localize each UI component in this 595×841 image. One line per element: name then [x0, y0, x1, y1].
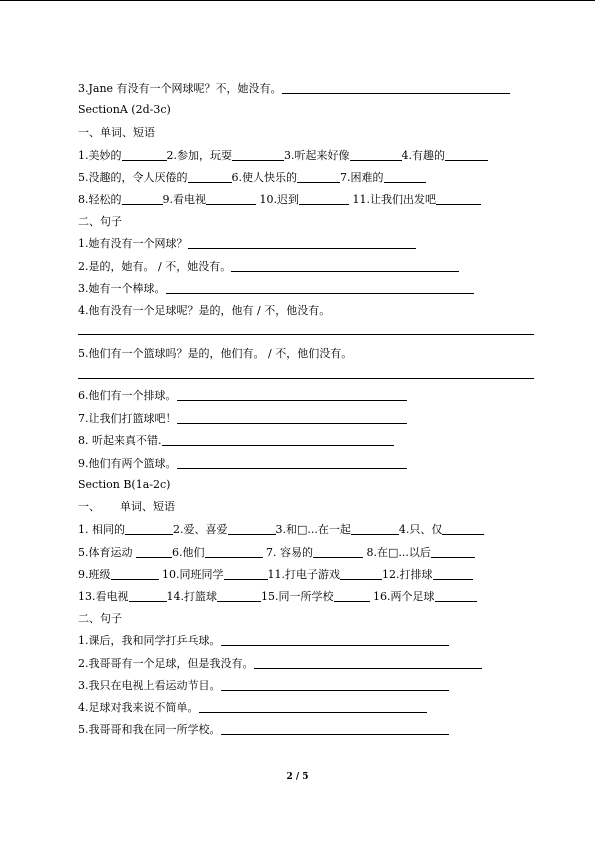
words-heading: 一、单词、短语	[78, 126, 155, 139]
page-number: 2 / 5	[286, 772, 309, 782]
answer-blank[interactable]	[282, 81, 510, 94]
sentence-item: 7.让我们打篮球吧！	[78, 411, 407, 426]
sentence-item: 3.我只在电视上看运动节目。	[78, 678, 449, 693]
answer-blank[interactable]	[177, 456, 407, 469]
answer-blank[interactable]	[384, 170, 426, 183]
answer-blank[interactable]	[224, 567, 268, 580]
sentence-item: 9.他们有两个篮球。	[78, 456, 407, 471]
sentence-item: 2.是的，她有。 / 不，她没有。	[78, 259, 459, 274]
answer-blank[interactable]	[129, 589, 167, 602]
answer-blank[interactable]	[313, 545, 363, 558]
answer-blank[interactable]	[431, 545, 475, 558]
answer-blank[interactable]	[221, 633, 449, 646]
answer-blank[interactable]	[445, 148, 488, 161]
sentence-item: 6.他们有一个排球。	[78, 388, 407, 403]
answer-blank[interactable]	[162, 433, 394, 446]
answer-blank[interactable]	[221, 678, 449, 691]
answer-blank[interactable]	[433, 567, 473, 580]
vocab-row: 13.看电视 14.打篮球 15.同一所学校 16.两个足球	[78, 589, 477, 604]
sentence-item: 4.他有没有一个足球呢？是的，他有 / 不，他没有。	[78, 304, 331, 317]
sentence-item: 5.我哥哥和我在同一所学校。	[78, 722, 449, 737]
answer-blank[interactable]	[297, 170, 340, 183]
answer-blank[interactable]	[217, 589, 261, 602]
sentence-item: 1.课后，我和同学打乒乓球。	[78, 633, 449, 648]
sentence-item: 1.她有没有一个网球？	[78, 236, 416, 251]
answer-blank[interactable]	[125, 522, 173, 535]
section-heading: SectionA (2d-3c)	[78, 103, 171, 116]
answer-blank[interactable]	[166, 281, 474, 294]
vocab-row: 8.轻松的 9.看电视 10.迟到 11.让我们出发吧	[78, 192, 481, 207]
answer-blank[interactable]	[177, 411, 407, 424]
answer-blank[interactable]	[177, 388, 407, 401]
vocab-row: 9.班级 10.同班同学 11.打电子游戏 12.打排球	[78, 567, 473, 582]
answer-blank[interactable]	[205, 545, 263, 558]
sentence-item: 2.我哥哥有一个足球，但是我没有。	[78, 656, 482, 671]
answer-blank[interactable]	[351, 522, 399, 535]
words-heading: 一、 单词、短语	[78, 500, 175, 513]
answer-blank[interactable]	[340, 567, 382, 580]
vocab-row: 5.体育运动 6.他们 7. 容易的 8.在□...以后	[78, 545, 475, 560]
answer-blank[interactable]	[231, 259, 459, 272]
answer-blank[interactable]	[221, 722, 449, 735]
sentence-item: 5.他们有一个篮球吗？是的，他们有。 / 不，他们没有。	[78, 347, 353, 360]
answer-line[interactable]	[78, 334, 534, 335]
sentence-item: 3.Jane 有没有一个网球呢？不，她没有。	[78, 81, 510, 96]
top-border-line	[0, 0, 595, 1]
sentence-item: 4.足球对我来说不简单。	[78, 700, 427, 715]
answer-blank[interactable]	[436, 192, 481, 205]
sentence-item: 8. 听起来真不错.	[78, 433, 394, 448]
answer-blank[interactable]	[232, 148, 284, 161]
vocab-row: 1.美妙的 2.参加，玩耍 3.听起来好像 4.有趣的	[78, 148, 488, 163]
answer-blank[interactable]	[199, 700, 427, 713]
sentences-heading: 二、句子	[78, 215, 122, 228]
answer-blank[interactable]	[136, 545, 172, 558]
answer-blank[interactable]	[188, 170, 232, 183]
answer-blank[interactable]	[228, 522, 276, 535]
answer-blank[interactable]	[111, 567, 159, 580]
section-heading: Section B(1a-2c)	[78, 478, 171, 491]
sentence-item: 3.她有一个棒球。	[78, 281, 474, 296]
answer-blank[interactable]	[442, 522, 484, 535]
answer-blank[interactable]	[254, 656, 482, 669]
vocab-row: 1. 相同的 2.爱、喜爱 3.和□...在一起 4.只、仅	[78, 522, 484, 537]
answer-blank[interactable]	[188, 236, 416, 249]
answer-blank[interactable]	[122, 148, 167, 161]
answer-blank[interactable]	[122, 192, 163, 205]
answer-blank[interactable]	[435, 589, 477, 602]
vocab-row: 5.没趣的，令人厌倦的 6.使人快乐的 7.困难的	[78, 170, 426, 185]
sentences-heading: 二、句子	[78, 612, 122, 625]
answer-blank[interactable]	[334, 589, 370, 602]
answer-blank[interactable]	[350, 148, 402, 161]
answer-blank[interactable]	[206, 192, 256, 205]
answer-blank[interactable]	[299, 192, 349, 205]
answer-line[interactable]	[78, 378, 534, 379]
